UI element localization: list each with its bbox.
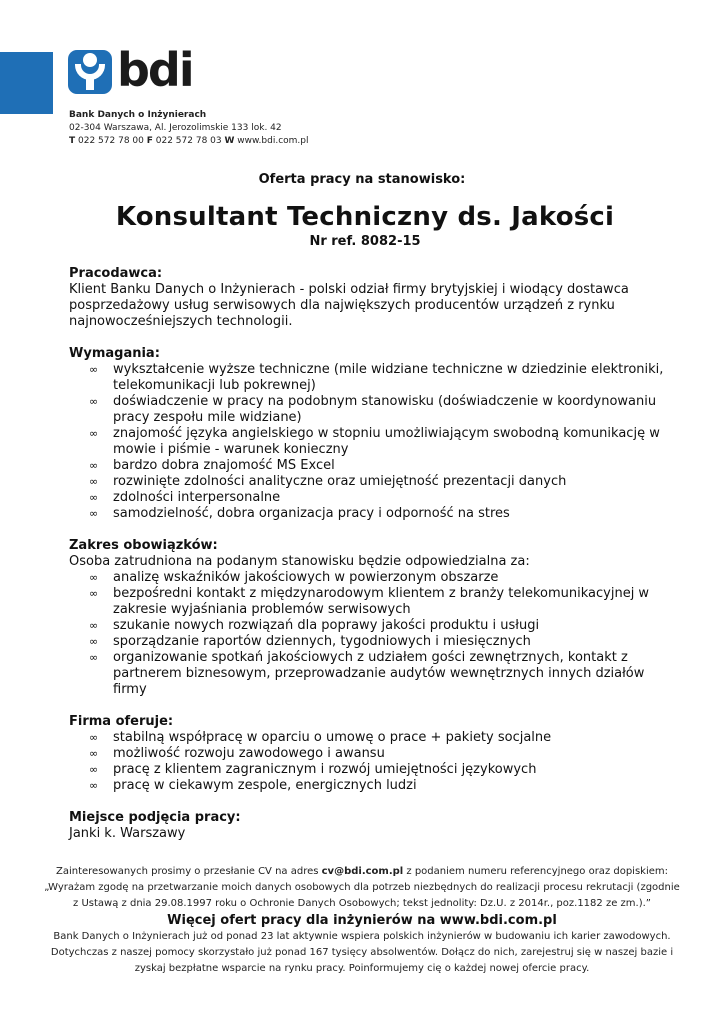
offers-item-text: pracę z klientem zagranicznym i rozwój umiejętności językowych [113,762,537,777]
footer [40,864,684,977]
duties-item [69,586,669,618]
offers-item [69,762,669,778]
duties-item-text: organizowanie spotkań jakościowych z udziałem gości zewnętrznych, kontakt z partnerem biznesowym, przeprowadzanie audytów wewnętrznych innych działów firmy [113,650,645,697]
requirements-item [69,362,669,394]
offers-heading: Firma oferuje: [69,714,174,729]
bullet-icon: ∞ [89,363,99,376]
duties-item-text: bezpośredni kontakt z międzynarodowym klientem z branży telekomunikacyjnej w zakresie wyjaśniania problemów serwisowych [113,586,650,617]
bullet-icon: ∞ [89,619,99,632]
job-title: Konsultant Techniczny ds. Jakości [115,202,615,232]
duties-item-text: analizę wskaźników jakościowych w powierzonym obszarze [113,570,499,585]
requirements-item-text: wykształcenie wyższe techniczne (mile widziane techniczne w dziedzinie elektroniki, telekomunikacji lub pokrewnej) [113,362,664,393]
phone-number: 022 572 78 00 [78,136,144,146]
requirements-section [69,346,669,522]
employer-heading: Pracodawca: [69,266,163,281]
bullet-icon: ∞ [89,747,99,760]
bullet-icon: ∞ [89,459,99,472]
duties-section [69,538,669,698]
company-address-block [69,109,309,148]
website-link[interactable]: www.bdi.com.pl [237,136,309,146]
offers-item [69,746,669,762]
duties-item-text: szukanie nowych rozwiązań dla poprawy jakości produktu i usługi [113,618,540,633]
bullet-icon: ∞ [89,395,99,408]
apply-text-after: z podaniem numeru referencyjnego oraz dopiskiem: [403,866,668,877]
offer-content [69,266,669,858]
requirements-item [69,490,669,506]
requirements-item [69,394,669,426]
location-text: Janki k. Warszawy [69,826,186,841]
cv-email-link[interactable]: cv@bdi.com.pl [321,866,404,877]
requirements-item-text: samodzielność, dobra organizacja pracy i odporność na stres [113,506,510,521]
offers-item-text: możliwość rozwoju zawodowego i awansu [113,746,385,761]
bdi-logo [68,43,193,98]
more-offers-link[interactable]: Więcej ofert pracy dla inżynierów na www.bdi.com.pl [167,913,557,928]
duties-item [69,570,669,586]
offers-item-text: stabilną współpracę w oparciu o umowę o prace + pakiety socjalne [113,730,552,745]
bullet-icon: ∞ [89,427,99,440]
requirements-item-text: zdolności interpersonalne [113,490,281,505]
fax-number: 022 572 78 03 [155,136,222,146]
apply-text-before: Zainteresowanych prosimy o przesłanie CV na adres [55,866,322,877]
about-bdi: Bank Danych o Inżynierach już od ponad 23 lat aktywnie wspiera polskich inżynierów w budowaniu ich karier zawodowych. Dotychczas z naszej pomocy skorzystało już ponad 167 tysięcy absolwentów. Dołącz do nich, zarejestruj się w naszej bazie i zyskaj bezpłatne wsparcie na rynku pracy. Poinformujemy cię o każdej nowej ofercie pracy. [50,931,674,974]
bullet-icon: ∞ [89,587,99,600]
bullet-icon: ∞ [89,475,99,488]
bullet-icon: ∞ [89,651,99,664]
offers-item-text: pracę w ciekawym zespole, energicznych ludzi [113,778,417,793]
duties-item [69,634,669,650]
requirements-heading: Wymagania: [69,346,160,361]
offer-intro: Oferta pracy na stanowisko: [258,172,466,187]
fax-label: F [146,136,153,146]
bullet-icon: ∞ [89,779,99,792]
employer-text: Klient Banku Danych o Inżynierach - polski odział firmy brytyjskiej i wiodący dostawca posprzedażowy usług serwisowych dla największych producentów urządzeń z rynku najnowocześniejszych technologii. [69,282,629,329]
bullet-icon: ∞ [89,635,99,648]
web-label: W [224,136,235,146]
offers-section [69,714,669,794]
offers-list [69,730,669,794]
employer-section [69,266,669,330]
requirements-item [69,506,669,522]
duties-intro: Osoba zatrudniona na podanym stanowisku będzie odpowiedzialna za: [69,554,530,569]
duties-item [69,618,669,634]
location-heading: Miejsce podjęcia pracy: [69,810,241,825]
bullet-icon: ∞ [89,491,99,504]
company-contact-line [69,135,309,148]
phone-label: T [69,136,76,146]
brand-color-bar [0,52,53,114]
duties-heading: Zakres obowiązków: [69,538,218,553]
requirements-list [69,362,669,522]
requirements-item [69,458,669,474]
reference-number: Nr ref. 8082-15 [309,234,421,249]
bdi-logo-icon [68,50,112,94]
bullet-icon: ∞ [89,763,99,776]
consent-clause: „Wyrażam zgodę na przetwarzanie moich danych osobowych dla potrzeb niezbędnych do realizacji procesu rekrutacji (zgodnie z Ustawą z dnia 29.08.1997 roku o Ochronie Danych Osobowych; tekst jednolity: Dz.U. z 2014r., poz.1182 ze zm.).” [44,882,680,909]
requirements-item-text: znajomość języka angielskiego w stopniu umożliwiającym swobodną komunikację w mowie i piśmie - warunek konieczny [113,426,660,457]
offers-item [69,778,669,794]
offers-item [69,730,669,746]
requirements-item [69,426,669,458]
bullet-icon: ∞ [89,731,99,744]
requirements-item-text: bardzo dobra znajomość MS Excel [113,458,335,473]
duties-item-text: sporządzanie raportów dziennych, tygodniowych i miesięcznych [113,634,531,649]
apply-instructions [40,864,684,880]
company-address: 02-304 Warszawa, Al. Jerozolimskie 133 lok. 42 [69,123,282,133]
company-name: Bank Danych o Inżynierach [69,110,207,120]
bullet-icon: ∞ [89,507,99,520]
bullet-icon: ∞ [89,571,99,584]
logo-text: bdi [117,43,193,97]
requirements-item-text: rozwinięte zdolności analityczne oraz umiejętność prezentacji danych [113,474,567,489]
location-section [69,810,669,842]
requirements-item [69,474,669,490]
duties-list [69,570,669,698]
requirements-item-text: doświadczenie w pracy na podobnym stanowisku (doświadczenie w koordynowaniu pracy zespołu mile widziane) [113,394,657,425]
duties-item [69,650,669,698]
